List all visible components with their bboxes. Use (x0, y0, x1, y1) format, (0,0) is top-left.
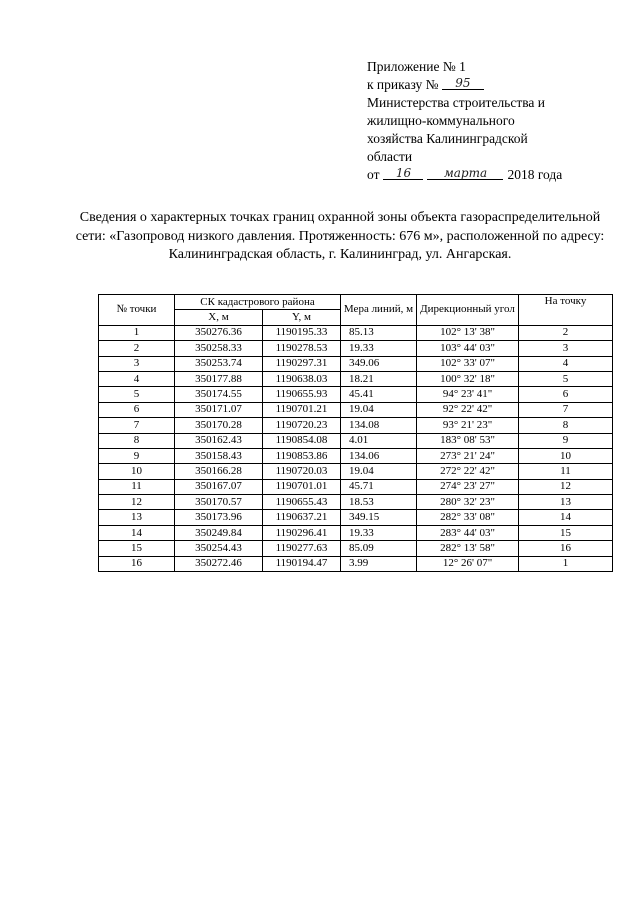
cell-y: 1190701.01 (263, 479, 341, 494)
cell-to: 15 (519, 525, 613, 540)
coordinates-table (98, 294, 613, 572)
table-row (99, 341, 613, 356)
cell-len: 3.99 (341, 556, 417, 571)
table-body (99, 325, 613, 571)
cell-y: 1190720.23 (263, 418, 341, 433)
cell-y: 1190720.03 (263, 464, 341, 479)
cell-angle: 103° 44' 03" (417, 341, 519, 356)
cell-to: 8 (519, 418, 613, 433)
cell-y: 1190278.53 (263, 341, 341, 356)
cell-angle: 274° 23' 27" (417, 479, 519, 494)
date-day-handwritten: 16 (383, 167, 423, 180)
annex-order-prefix: к приказу № (367, 77, 439, 92)
cell-angle: 273° 21' 24" (417, 448, 519, 463)
table-row (99, 387, 613, 402)
cell-to: 13 (519, 495, 613, 510)
date-month-handwritten: марта (427, 167, 503, 180)
cell-n: 6 (99, 402, 175, 417)
cell-x: 350166.28 (175, 464, 263, 479)
cell-n: 11 (99, 479, 175, 494)
cell-y: 1190655.93 (263, 387, 341, 402)
document-heading: Сведения о характерных точках границ охранной зоны объекта газораспределительной сети: «Газопровод низкого давления. Протяженность: 676 м», расположенной по адресу: Калининградская область, г. Калининград, ул. Ангарская. (75, 210, 605, 262)
ministry-line-4: области (367, 149, 413, 164)
cell-x: 350173.96 (175, 510, 263, 525)
header-y: Y, м (263, 310, 341, 325)
cell-y: 1190853.86 (263, 448, 341, 463)
cell-angle: 272° 22' 42" (417, 464, 519, 479)
table-row (99, 418, 613, 433)
cell-len: 19.33 (341, 341, 417, 356)
header-sk: СК кадастрового района (175, 295, 341, 310)
header-line-length: Мера линий, м (341, 295, 417, 326)
cell-n: 1 (99, 325, 175, 340)
table-row (99, 433, 613, 448)
table-row (99, 371, 613, 386)
cell-x: 350171.07 (175, 402, 263, 417)
table-row (99, 464, 613, 479)
cell-len: 85.13 (341, 325, 417, 340)
cell-to: 6 (519, 387, 613, 402)
cell-len: 349.15 (341, 510, 417, 525)
table-row (99, 448, 613, 463)
cell-n: 10 (99, 464, 175, 479)
cell-to: 3 (519, 341, 613, 356)
order-number-handwritten: 95 (442, 77, 484, 90)
cell-n: 15 (99, 541, 175, 556)
cell-angle: 102° 13' 38" (417, 325, 519, 340)
cell-x: 350167.07 (175, 479, 263, 494)
cell-x: 350174.55 (175, 387, 263, 402)
cell-x: 350162.43 (175, 433, 263, 448)
header-direction-angle: Дирекционный угол (417, 295, 519, 326)
cell-angle: 183° 08' 53" (417, 433, 519, 448)
table-row (99, 356, 613, 371)
cell-y: 1190277.63 (263, 541, 341, 556)
header-to-point: На точку (519, 295, 613, 326)
cell-to: 11 (519, 464, 613, 479)
cell-to: 7 (519, 402, 613, 417)
ministry-line-1: Министерства строительства и (367, 95, 546, 110)
cell-n: 9 (99, 448, 175, 463)
table-row (99, 525, 613, 540)
table-row (99, 541, 613, 556)
table-row (99, 556, 613, 571)
cell-n: 14 (99, 525, 175, 540)
cell-y: 1190637.21 (263, 510, 341, 525)
cell-len: 349.06 (341, 356, 417, 371)
cell-angle: 282° 33' 08" (417, 510, 519, 525)
cell-n: 4 (99, 371, 175, 386)
cell-to: 10 (519, 448, 613, 463)
cell-len: 19.04 (341, 464, 417, 479)
cell-angle: 12° 26' 07" (417, 556, 519, 571)
cell-y: 1190701.21 (263, 402, 341, 417)
cell-y: 1190854.08 (263, 433, 341, 448)
cell-len: 134.06 (341, 448, 417, 463)
table-row (99, 479, 613, 494)
cell-y: 1190638.03 (263, 371, 341, 386)
cell-y: 1190194.47 (263, 556, 341, 571)
cell-x: 350254.43 (175, 541, 263, 556)
cell-len: 45.41 (341, 387, 417, 402)
cell-to: 12 (519, 479, 613, 494)
cell-n: 8 (99, 433, 175, 448)
cell-len: 45.71 (341, 479, 417, 494)
cell-y: 1190195.33 (263, 325, 341, 340)
cell-n: 12 (99, 495, 175, 510)
cell-angle: 282° 13' 58" (417, 541, 519, 556)
cell-angle: 102° 33' 07" (417, 356, 519, 371)
table-row (99, 402, 613, 417)
cell-to: 16 (519, 541, 613, 556)
cell-angle: 283° 44' 03" (417, 525, 519, 540)
header-x: X, м (175, 310, 263, 325)
cell-y: 1190296.41 (263, 525, 341, 540)
cell-len: 85.09 (341, 541, 417, 556)
cell-x: 350272.46 (175, 556, 263, 571)
ministry-line-3: хозяйства Калининградской (367, 131, 528, 146)
cell-n: 3 (99, 356, 175, 371)
cell-len: 4.01 (341, 433, 417, 448)
cell-to: 1 (519, 556, 613, 571)
cell-x: 350170.28 (175, 418, 263, 433)
cell-angle: 93° 21' 23" (417, 418, 519, 433)
cell-n: 2 (99, 341, 175, 356)
cell-n: 5 (99, 387, 175, 402)
cell-x: 350177.88 (175, 371, 263, 386)
cell-x: 350170.57 (175, 495, 263, 510)
date-prefix: от (367, 167, 380, 182)
annex-date-line (367, 166, 562, 184)
cell-x: 350249.84 (175, 525, 263, 540)
cell-n: 13 (99, 510, 175, 525)
annex-block (367, 58, 562, 184)
table-row (99, 495, 613, 510)
cell-n: 7 (99, 418, 175, 433)
cell-to: 5 (519, 371, 613, 386)
cell-x: 350158.43 (175, 448, 263, 463)
cell-len: 19.04 (341, 402, 417, 417)
cell-angle: 92° 22' 42" (417, 402, 519, 417)
cell-len: 19.33 (341, 525, 417, 540)
cell-to: 9 (519, 433, 613, 448)
cell-len: 134.08 (341, 418, 417, 433)
cell-len: 18.53 (341, 495, 417, 510)
cell-y: 1190297.31 (263, 356, 341, 371)
cell-to: 2 (519, 325, 613, 340)
header-point-number: № точки (99, 295, 175, 326)
date-suffix: 2018 года (507, 167, 563, 182)
cell-y: 1190655.43 (263, 495, 341, 510)
cell-to: 14 (519, 510, 613, 525)
cell-angle: 94° 23' 41" (417, 387, 519, 402)
ministry-line-2: жилищно-коммунального (367, 113, 515, 128)
cell-angle: 280° 32' 23" (417, 495, 519, 510)
cell-x: 350276.36 (175, 325, 263, 340)
cell-x: 350258.33 (175, 341, 263, 356)
cell-x: 350253.74 (175, 356, 263, 371)
cell-angle: 100° 32' 18" (417, 371, 519, 386)
annex-title: Приложение № 1 (367, 59, 466, 74)
cell-to: 4 (519, 356, 613, 371)
table-row (99, 325, 613, 340)
cell-len: 18.21 (341, 371, 417, 386)
table-row (99, 510, 613, 525)
cell-n: 16 (99, 556, 175, 571)
annex-order-line (367, 76, 562, 94)
